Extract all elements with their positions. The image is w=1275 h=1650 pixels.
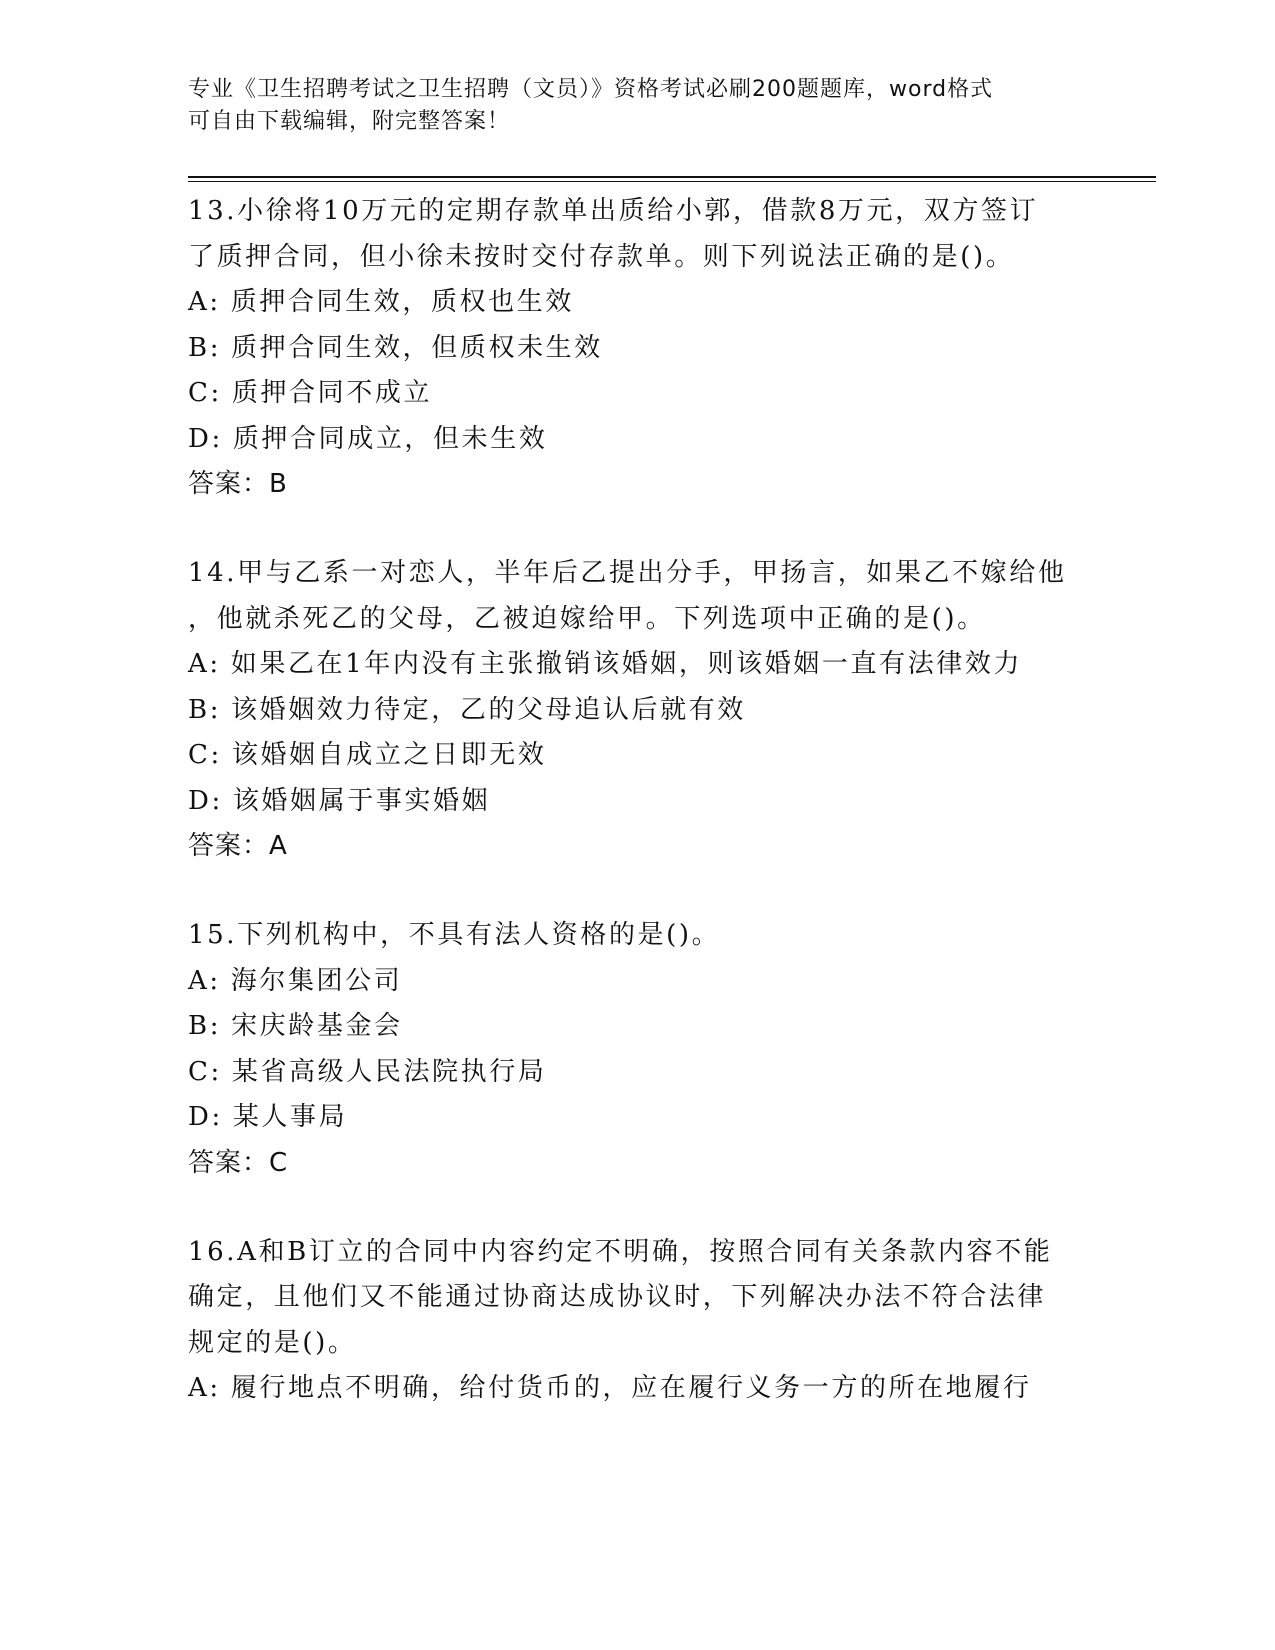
header-line-2: 可自由下载编辑，附完整答案！ — [188, 109, 511, 134]
question-14 — [188, 551, 1128, 869]
option-label: B: — [188, 694, 222, 725]
question-text — [188, 1230, 1128, 1367]
question-line: 14.甲与乙系一对恋人，半年后乙提出分手，甲扬言，如果乙不嫁给他 — [188, 558, 1067, 588]
option-text: 如果乙在1年内没有主张撤销该婚姻，则该婚姻一直有法律效力 — [230, 649, 1023, 679]
question-16 — [188, 1230, 1128, 1412]
answer: 答案：C — [188, 1147, 289, 1178]
option-a — [188, 1366, 1128, 1412]
option-label: B: — [188, 1011, 222, 1041]
option-label: A: — [188, 965, 221, 996]
question-line: ，他就杀死乙的父母，乙被迫嫁给甲。下列选项中正确的是()。 — [188, 603, 986, 634]
header-rule-thick — [188, 176, 1156, 178]
option-c — [188, 1050, 1128, 1096]
question-list — [188, 189, 1128, 1456]
question-15 — [188, 913, 1128, 1186]
option-label: A: — [188, 287, 221, 317]
option-text: 质押合同生效，质权也生效 — [230, 287, 574, 317]
option-text: 质押合同生效，但质权未生效 — [231, 332, 603, 363]
option-label: D: — [188, 785, 223, 816]
option-d — [188, 417, 1128, 463]
option-text: 该婚姻属于事实婚姻 — [232, 785, 491, 816]
option-b — [188, 1004, 1128, 1050]
option-a — [188, 959, 1128, 1005]
option-b — [188, 688, 1128, 734]
question-line: 15.下列机构中，不具有法人资格的是()。 — [188, 920, 721, 950]
option-b — [188, 326, 1128, 372]
option-label: D: — [188, 1102, 223, 1132]
option-text: 质押合同成立，但未生效 — [232, 423, 548, 454]
question-line: 了质押合同，但小徐未按时交付存款单。则下列说法正确的是()。 — [188, 241, 1015, 272]
option-label: B: — [188, 332, 222, 363]
option-text: 某人事局 — [232, 1102, 348, 1132]
option-text: 履行地点不明确，给付货币的，应在履行义务一方的所在地履行 — [230, 1373, 1032, 1403]
question-text — [188, 189, 1128, 280]
option-c — [188, 371, 1128, 417]
option-a — [188, 280, 1128, 326]
question-line: 确定，且他们又不能通过协商达成协议时，下列解决办法不符合法律 — [188, 1282, 1047, 1312]
option-text: 该婚姻自成立之日即无效 — [231, 740, 547, 770]
option-a — [188, 642, 1128, 688]
option-text: 质押合同不成立 — [231, 378, 433, 408]
option-text: 某省高级人民法院执行局 — [231, 1056, 547, 1087]
question-line: 16.A和B订立的合同中内容约定不明确，按照合同有关条款内容不能 — [188, 1236, 1053, 1267]
option-label: C: — [188, 1056, 222, 1087]
option-d — [188, 779, 1128, 825]
option-label: C: — [188, 740, 222, 770]
answer: 答案：A — [188, 831, 288, 861]
header-rule-thin — [188, 181, 1156, 182]
question-line: 规定的是()。 — [188, 1327, 357, 1358]
option-label: A: — [188, 649, 221, 679]
question-13 — [188, 189, 1128, 507]
option-label: C: — [188, 378, 222, 408]
question-text — [188, 913, 1128, 959]
question-text — [188, 551, 1128, 642]
option-label: A: — [188, 1373, 221, 1403]
option-text: 宋庆龄基金会 — [231, 1011, 403, 1041]
option-label: D: — [188, 423, 223, 454]
question-line: 13.小徐将10万元的定期存款单出质给小郭，借款8万元，双方签订 — [188, 196, 1039, 226]
document-header — [188, 74, 1088, 138]
option-c — [188, 733, 1128, 779]
answer: 答案：B — [188, 469, 288, 499]
header-line-1: 专业《卫生招聘考试之卫生招聘（文员）》资格考试必刷200题题库，word格式 — [188, 77, 994, 102]
option-text: 海尔集团公司 — [230, 965, 403, 996]
option-d — [188, 1095, 1128, 1141]
option-text: 该婚姻效力待定，乙的父母追认后就有效 — [231, 694, 746, 725]
